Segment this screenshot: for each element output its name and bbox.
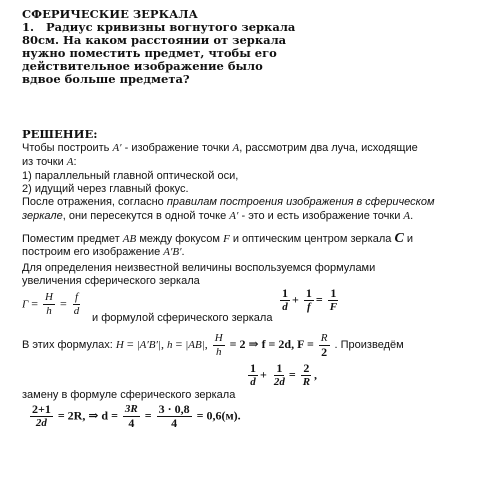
text: построим его изображение	[22, 246, 161, 258]
solution-line-2	[22, 156, 77, 169]
fraction-3r-over-4	[123, 403, 140, 430]
fraction-f-over-d	[72, 291, 82, 318]
denominator: 4	[171, 416, 178, 430]
fraction-2-over-r	[301, 362, 312, 389]
magnification-formula: Г = $\frac{H}{h}$ = $\frac{f}{d}$	[22, 291, 80, 317]
numerator: R	[320, 332, 328, 344]
text: После отражения, согласно	[22, 196, 164, 208]
final-answer: = 0,6(м).	[196, 408, 241, 423]
text: Поместим предмет	[22, 233, 120, 245]
solution-line-5	[22, 196, 435, 209]
numerator: 1	[276, 361, 283, 375]
symbol-a-prime: A′	[112, 142, 122, 154]
text: , они пересекутся в одной точке	[62, 210, 227, 222]
substituted-mirror-formula: $\frac{1}{d}$ + $\frac{1}{2d}$ = $\frac{2}{R}$ ,	[250, 361, 318, 388]
fraction-2-plus-1-over-2d: $\frac{2+1}{2d}$	[32, 402, 51, 429]
denominator: d	[282, 301, 288, 313]
denominator: R	[302, 376, 311, 388]
ratio-relation: = 2 ⇒ f = 2d, F =	[229, 337, 314, 352]
solution-line-11: и формулой сферического зеркала	[92, 312, 273, 324]
text: и	[406, 233, 413, 245]
denominator: h	[215, 346, 222, 358]
text: :	[73, 156, 77, 168]
solution-line-13: замену в формуле сферического зеркала	[22, 389, 236, 401]
solution-line-7	[22, 232, 413, 246]
definitions-formula: H = |A′B′|, h = |AB|, $\frac{H}{h}$ = 2 ⇒ f = 2d, F = $\frac{R}{2}$	[115, 332, 328, 359]
numerator: 3R	[124, 403, 138, 415]
symbol-gamma: Г	[22, 298, 29, 311]
solution-line-4: 2) идущий через главный фокус.	[22, 183, 189, 195]
abs-a-prime-b-prime: |A′B′|	[136, 339, 161, 352]
denominator: d	[73, 305, 80, 317]
symbol-ab: AB	[122, 233, 137, 245]
numerator: 1	[282, 286, 288, 300]
text: - изображение точки	[124, 142, 230, 154]
solution-heading: РЕШЕНИЕ:	[22, 127, 98, 141]
abs-ab: |AB|	[185, 339, 205, 352]
fraction-1-over-f	[304, 287, 314, 314]
solution-line-12	[22, 332, 404, 359]
text: из точки	[22, 156, 64, 168]
symbol-a-prime-b-prime: A′B′	[163, 246, 182, 258]
fraction-h-over-h	[43, 291, 55, 318]
symbol-c: C	[394, 231, 404, 246]
text: Чтобы построить	[22, 142, 110, 154]
text: и оптическим центром зеркала	[232, 233, 392, 245]
solution-line-1	[22, 142, 418, 155]
solution-line-3: 1) параллельный главной оптической оси,	[22, 170, 239, 182]
numerator: H	[214, 332, 223, 344]
numerator: f	[75, 291, 79, 303]
result-formula: $\frac{2+1}{2d}$ = 2R, ⇒ d = $\frac{3R}{4}$ = $\frac{3 \cdot 0,8}{4}$ = 0,6(м).	[32, 402, 241, 430]
problem-title: СФЕРИЧЕСКИЕ ЗЕРКАЛА	[22, 7, 198, 21]
fraction-numeric	[157, 403, 192, 430]
denominator: d	[250, 376, 256, 388]
italic-rule: правилам построения изображения в сферическом	[166, 196, 435, 208]
fraction-1-over-F	[328, 287, 339, 314]
fraction-h-over-h	[213, 332, 225, 359]
symbol-a: A	[66, 156, 74, 168]
denominator: f	[307, 301, 311, 313]
numerator: 1	[250, 361, 256, 375]
symbol-a: A	[403, 210, 411, 222]
text: , рассмотрим два луча, исходящие	[239, 142, 418, 154]
numerator: 2	[303, 361, 310, 375]
numerator: 1	[305, 286, 312, 300]
mirror-formula: $\frac{1}{d}$ + $\frac{1}{f}$ = $\frac{1}{F}$	[282, 286, 338, 313]
numerator: H	[45, 291, 53, 303]
fraction-r-over-2	[319, 332, 330, 359]
solution-line-6: зеркале, они пересекутся в одной точке A′ - это и есть изображение точки A.	[22, 210, 414, 222]
symbol-f-focus: F	[223, 233, 230, 245]
denominator: 2	[321, 345, 328, 359]
denominator: 4	[128, 416, 135, 430]
numerator: 1	[330, 286, 337, 300]
symbol-a-prime: A′	[229, 210, 239, 222]
denominator: h	[46, 305, 52, 317]
fraction-1-over-d	[280, 287, 290, 314]
symbol-a: A	[232, 142, 240, 154]
solution-line-9: Для определения неизвестной величины воспользуемся формулами	[22, 262, 376, 274]
fraction-1-over-d	[248, 362, 258, 389]
solution-line-10: увеличения сферического зеркала	[22, 275, 200, 287]
result-eq: = 2R, ⇒ d =	[57, 408, 118, 423]
fraction-1-over-2d: $\frac{1}{2d}$	[273, 361, 285, 388]
numerator: 3 · 0,8	[158, 402, 190, 416]
text: В этих формулах:	[22, 339, 113, 351]
solution-line-8: построим его изображение A′B′.	[22, 246, 185, 258]
symbol-h-lower: h	[166, 339, 173, 352]
text: . Произведём	[334, 339, 404, 351]
text: - это и есть изображение точки	[241, 210, 401, 222]
problem-text: 1. Радиус кривизны вогнутого зеркала 80см. На каком расстоянии от зеркала нужно поместить предмет, чтобы его действительное изображение было вдвое больше предмета?	[22, 20, 296, 86]
symbol-h-upper: H	[115, 339, 124, 352]
denominator: F	[329, 301, 338, 313]
comma: ,	[314, 367, 318, 382]
italic-rule: зеркале	[22, 210, 63, 222]
text: между фокусом	[139, 233, 220, 245]
